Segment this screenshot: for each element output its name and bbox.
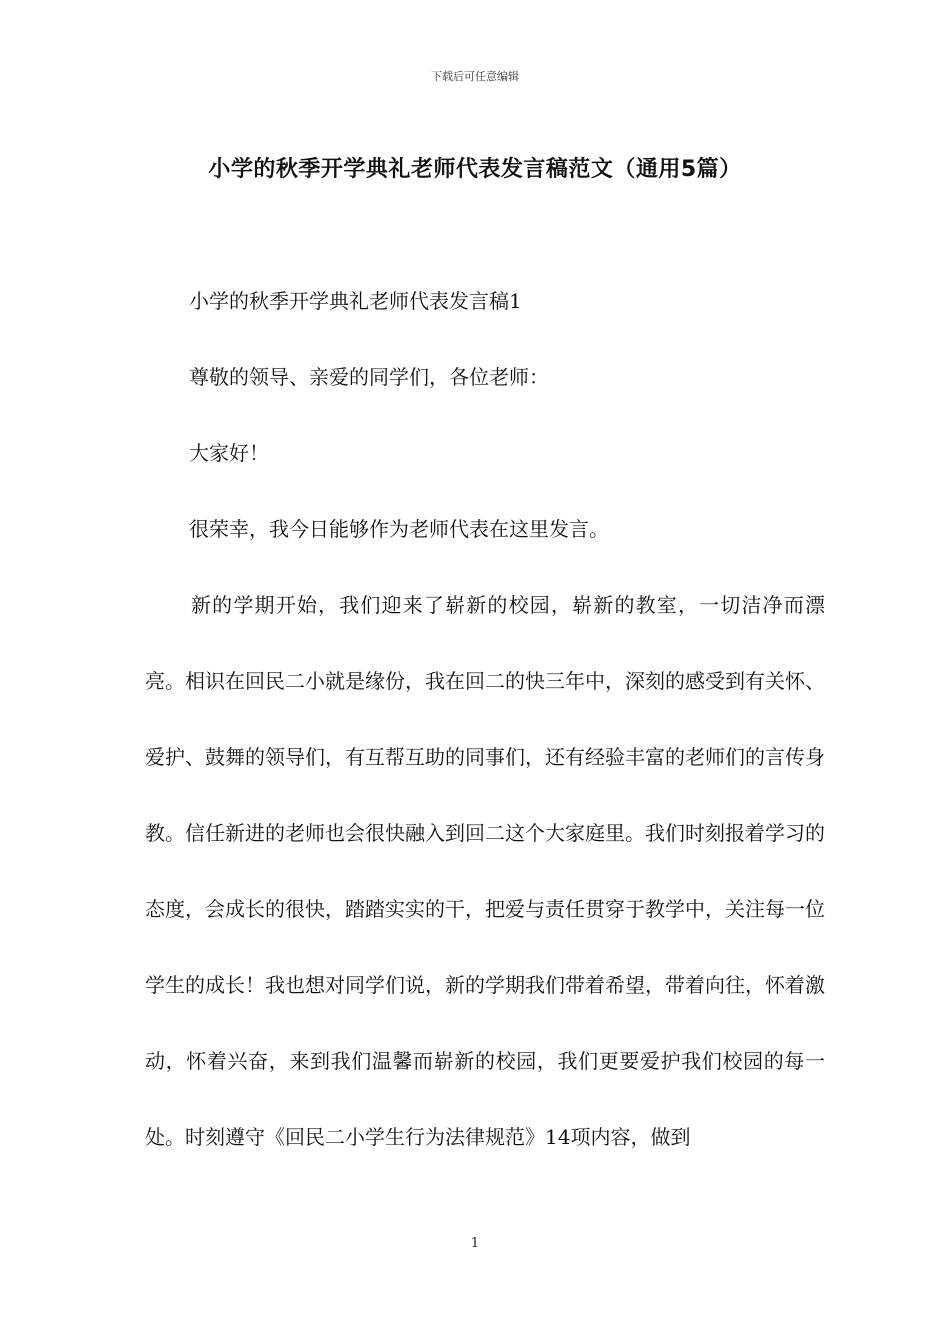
greeting: 大家好！	[189, 441, 269, 465]
document-body	[145, 282, 825, 1175]
salutation: 尊敬的领导、亲爱的同学们，各位老师：	[189, 365, 549, 389]
body-paragraph: 新的学期开始，我们迎来了崭新的校园，崭新的教室，一切洁净而漂亮。相识在回民二小就是缘份，我在回二的快三年中，深刻的感受到有关怀、爱护、鼓舞的领导们，有互帮互助的同事们，还有经验丰富的老师们的言传身教。信任新进的老师也会很快融入到回二这个大家庭里。我们时刻报着学习的态度，会成长的很快，踏踏实实的干，把爱与责任贯穿于教学中，关注每一位学生的成长！我也想对同学们说，新的学期我们带着希望，带着向往，怀着激动，怀着兴奋，来到我们温馨而崭新的校园，我们更要爱护我们校园的每一处。时刻遵守《回民二小学生行为法律规范》14项内容，做到	[145, 593, 825, 1149]
header-note: 下载后可任意编辑	[431, 70, 519, 83]
section-heading: 小学的秋季开学典礼老师代表发言稿1	[189, 289, 522, 313]
document-title: 小学的秋季开学典礼老师代表发言稿范文（通用5篇）	[208, 157, 742, 182]
page-number: 1	[470, 1236, 480, 1251]
intro-paragraph: 很荣幸，我今日能够作为老师代表在这里发言。	[189, 517, 609, 541]
